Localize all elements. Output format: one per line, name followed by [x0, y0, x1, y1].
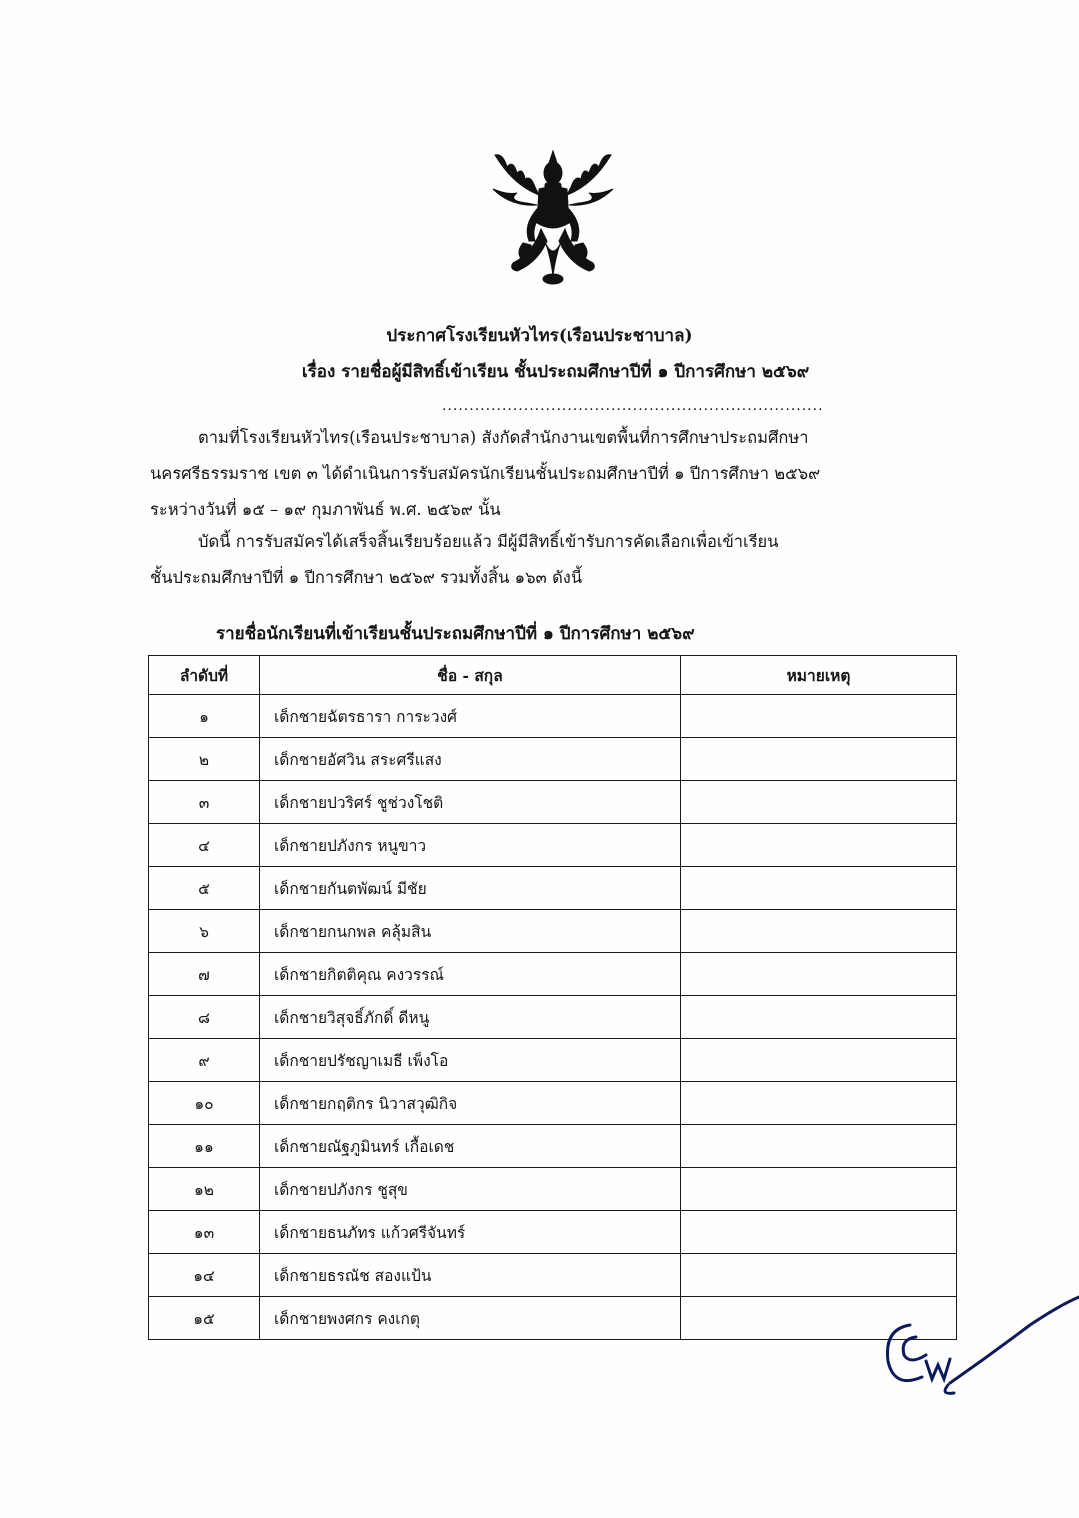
- row-number: ๒: [149, 738, 260, 781]
- row-note: [681, 781, 957, 824]
- row-number: ๑๓: [149, 1211, 260, 1254]
- table-row: [149, 1125, 957, 1168]
- paragraph-result: [150, 524, 960, 596]
- row-name: เด็กชายณัฐภูมินทร์ เกื้อเดช: [260, 1125, 681, 1168]
- paragraph-intro-line1: ตามที่โรงเรียนหัวไทร(เรือนประชาบาล) สังกัดสำนักงานเขตพื้นที่การศึกษาประถมศึกษา: [198, 428, 809, 447]
- row-note: [681, 910, 957, 953]
- row-name: เด็กชายปภังกร หนูขาว: [260, 824, 681, 867]
- table-row: [149, 953, 957, 996]
- row-name: เด็กชายกฤติกร นิวาสวุฒิกิจ: [260, 1082, 681, 1125]
- row-number: ๑๐: [149, 1082, 260, 1125]
- paragraph-intro-line2: นครศรีธรรมราช เขต ๓ ได้ดำเนินการรับสมัครนักเรียนชั้นประถมศึกษาปีที่ ๑ ปีการศึกษา ๒๕๖๙: [150, 464, 821, 483]
- row-number: ๑: [149, 695, 260, 738]
- garuda-emblem-icon: [483, 145, 623, 290]
- row-name: เด็กชายปวริศร์ ชูช่วงโชติ: [260, 781, 681, 824]
- row-number: ๑๒: [149, 1168, 260, 1211]
- row-name: เด็กชายปรัชญาเมธี เพ็งโอ: [260, 1039, 681, 1082]
- table-row: [149, 1297, 957, 1340]
- row-name: เด็กชายปภังกร ชูสุข: [260, 1168, 681, 1211]
- paragraph-intro: [150, 420, 960, 528]
- paragraph-result-line2: ชั้นประถมศึกษาปีที่ ๑ ปีการศึกษา ๒๕๖๙ รวมทั้งสิ้น ๑๖๓ ดังนี้: [150, 568, 583, 587]
- row-note: [681, 1082, 957, 1125]
- row-number: ๘: [149, 996, 260, 1039]
- row-note: [681, 953, 957, 996]
- table-row: [149, 1168, 957, 1211]
- row-name: เด็กชายกนกพล คลุ้มสิน: [260, 910, 681, 953]
- row-note: [681, 1168, 957, 1211]
- table-row: [149, 781, 957, 824]
- student-list-table: [148, 655, 957, 1340]
- row-name: เด็กชายกิตติคุณ คงวรรณ์: [260, 953, 681, 996]
- table-row: [149, 867, 957, 910]
- row-note: [681, 1125, 957, 1168]
- row-number: ๖: [149, 910, 260, 953]
- table-row: [149, 1039, 957, 1082]
- row-note: [681, 695, 957, 738]
- row-note: [681, 738, 957, 781]
- table-row: [149, 695, 957, 738]
- row-note: [681, 1039, 957, 1082]
- row-name: เด็กชายธรณัช สองแป้น: [260, 1254, 681, 1297]
- row-name: เด็กชายกันตพัฒน์ มีชัย: [260, 867, 681, 910]
- row-note: [681, 867, 957, 910]
- signature-icon: [870, 1285, 1079, 1405]
- row-number: ๗: [149, 953, 260, 996]
- table-row: [149, 824, 957, 867]
- announcement-subject: เรื่อง รายชื่อผู้มีสิทธิ์เข้าเรียน ชั้นประถมศึกษาปีที่ ๑ ปีการศึกษา ๒๕๖๙: [301, 362, 810, 382]
- row-note: [681, 824, 957, 867]
- header-number: ลำดับที่: [149, 656, 260, 695]
- row-number: ๓: [149, 781, 260, 824]
- paragraph-intro-line3: ระหว่างวันที่ ๑๕ – ๑๙ กุมภาพันธ์ พ.ศ. ๒๕๖๙ นั้น: [150, 500, 501, 519]
- row-note: [681, 1211, 957, 1254]
- row-number: ๙: [149, 1039, 260, 1082]
- table-row: [149, 1082, 957, 1125]
- paragraph-result-line1: บัดนี้ การรับสมัครได้เสร็จสิ้นเรียบร้อยแล้ว มีผู้มีสิทธิ์เข้ารับการคัดเลือกเพื่อเข้าเรียน: [198, 532, 779, 551]
- header-name: ชื่อ - สกุล: [260, 656, 681, 695]
- row-number: ๑๕: [149, 1297, 260, 1340]
- header-note: หมายเหตุ: [681, 656, 957, 695]
- row-name: เด็กชายพงศกร คงเกตุ: [260, 1297, 681, 1340]
- row-number: ๕: [149, 867, 260, 910]
- row-name: เด็กชายธนภัทร แก้วศรีจันทร์: [260, 1211, 681, 1254]
- table-row: [149, 738, 957, 781]
- row-name: เด็กชายอัศวิน สระศรีแสง: [260, 738, 681, 781]
- table-row: [149, 1211, 957, 1254]
- table-header-row: [149, 656, 957, 695]
- table-caption: รายชื่อนักเรียนที่เข้าเรียนชั้นประถมศึกษาปีที่ ๑ ปีการศึกษา ๒๕๖๙: [216, 624, 695, 644]
- row-name: เด็กชายฉัตรธารา การะวงศ์: [260, 695, 681, 738]
- row-number: ๑๔: [149, 1254, 260, 1297]
- announcement-title: ประกาศโรงเรียนหัวไทร(เรือนประชาบาล): [386, 326, 693, 346]
- row-name: เด็กชายวิสุจธิ์ภักดิ์ ดีหนู: [260, 996, 681, 1039]
- table-row: [149, 996, 957, 1039]
- row-number: ๔: [149, 824, 260, 867]
- row-number: ๑๑: [149, 1125, 260, 1168]
- separator-dots: ......................................................................: [442, 398, 824, 414]
- row-note: [681, 996, 957, 1039]
- table-row: [149, 1254, 957, 1297]
- table-row: [149, 910, 957, 953]
